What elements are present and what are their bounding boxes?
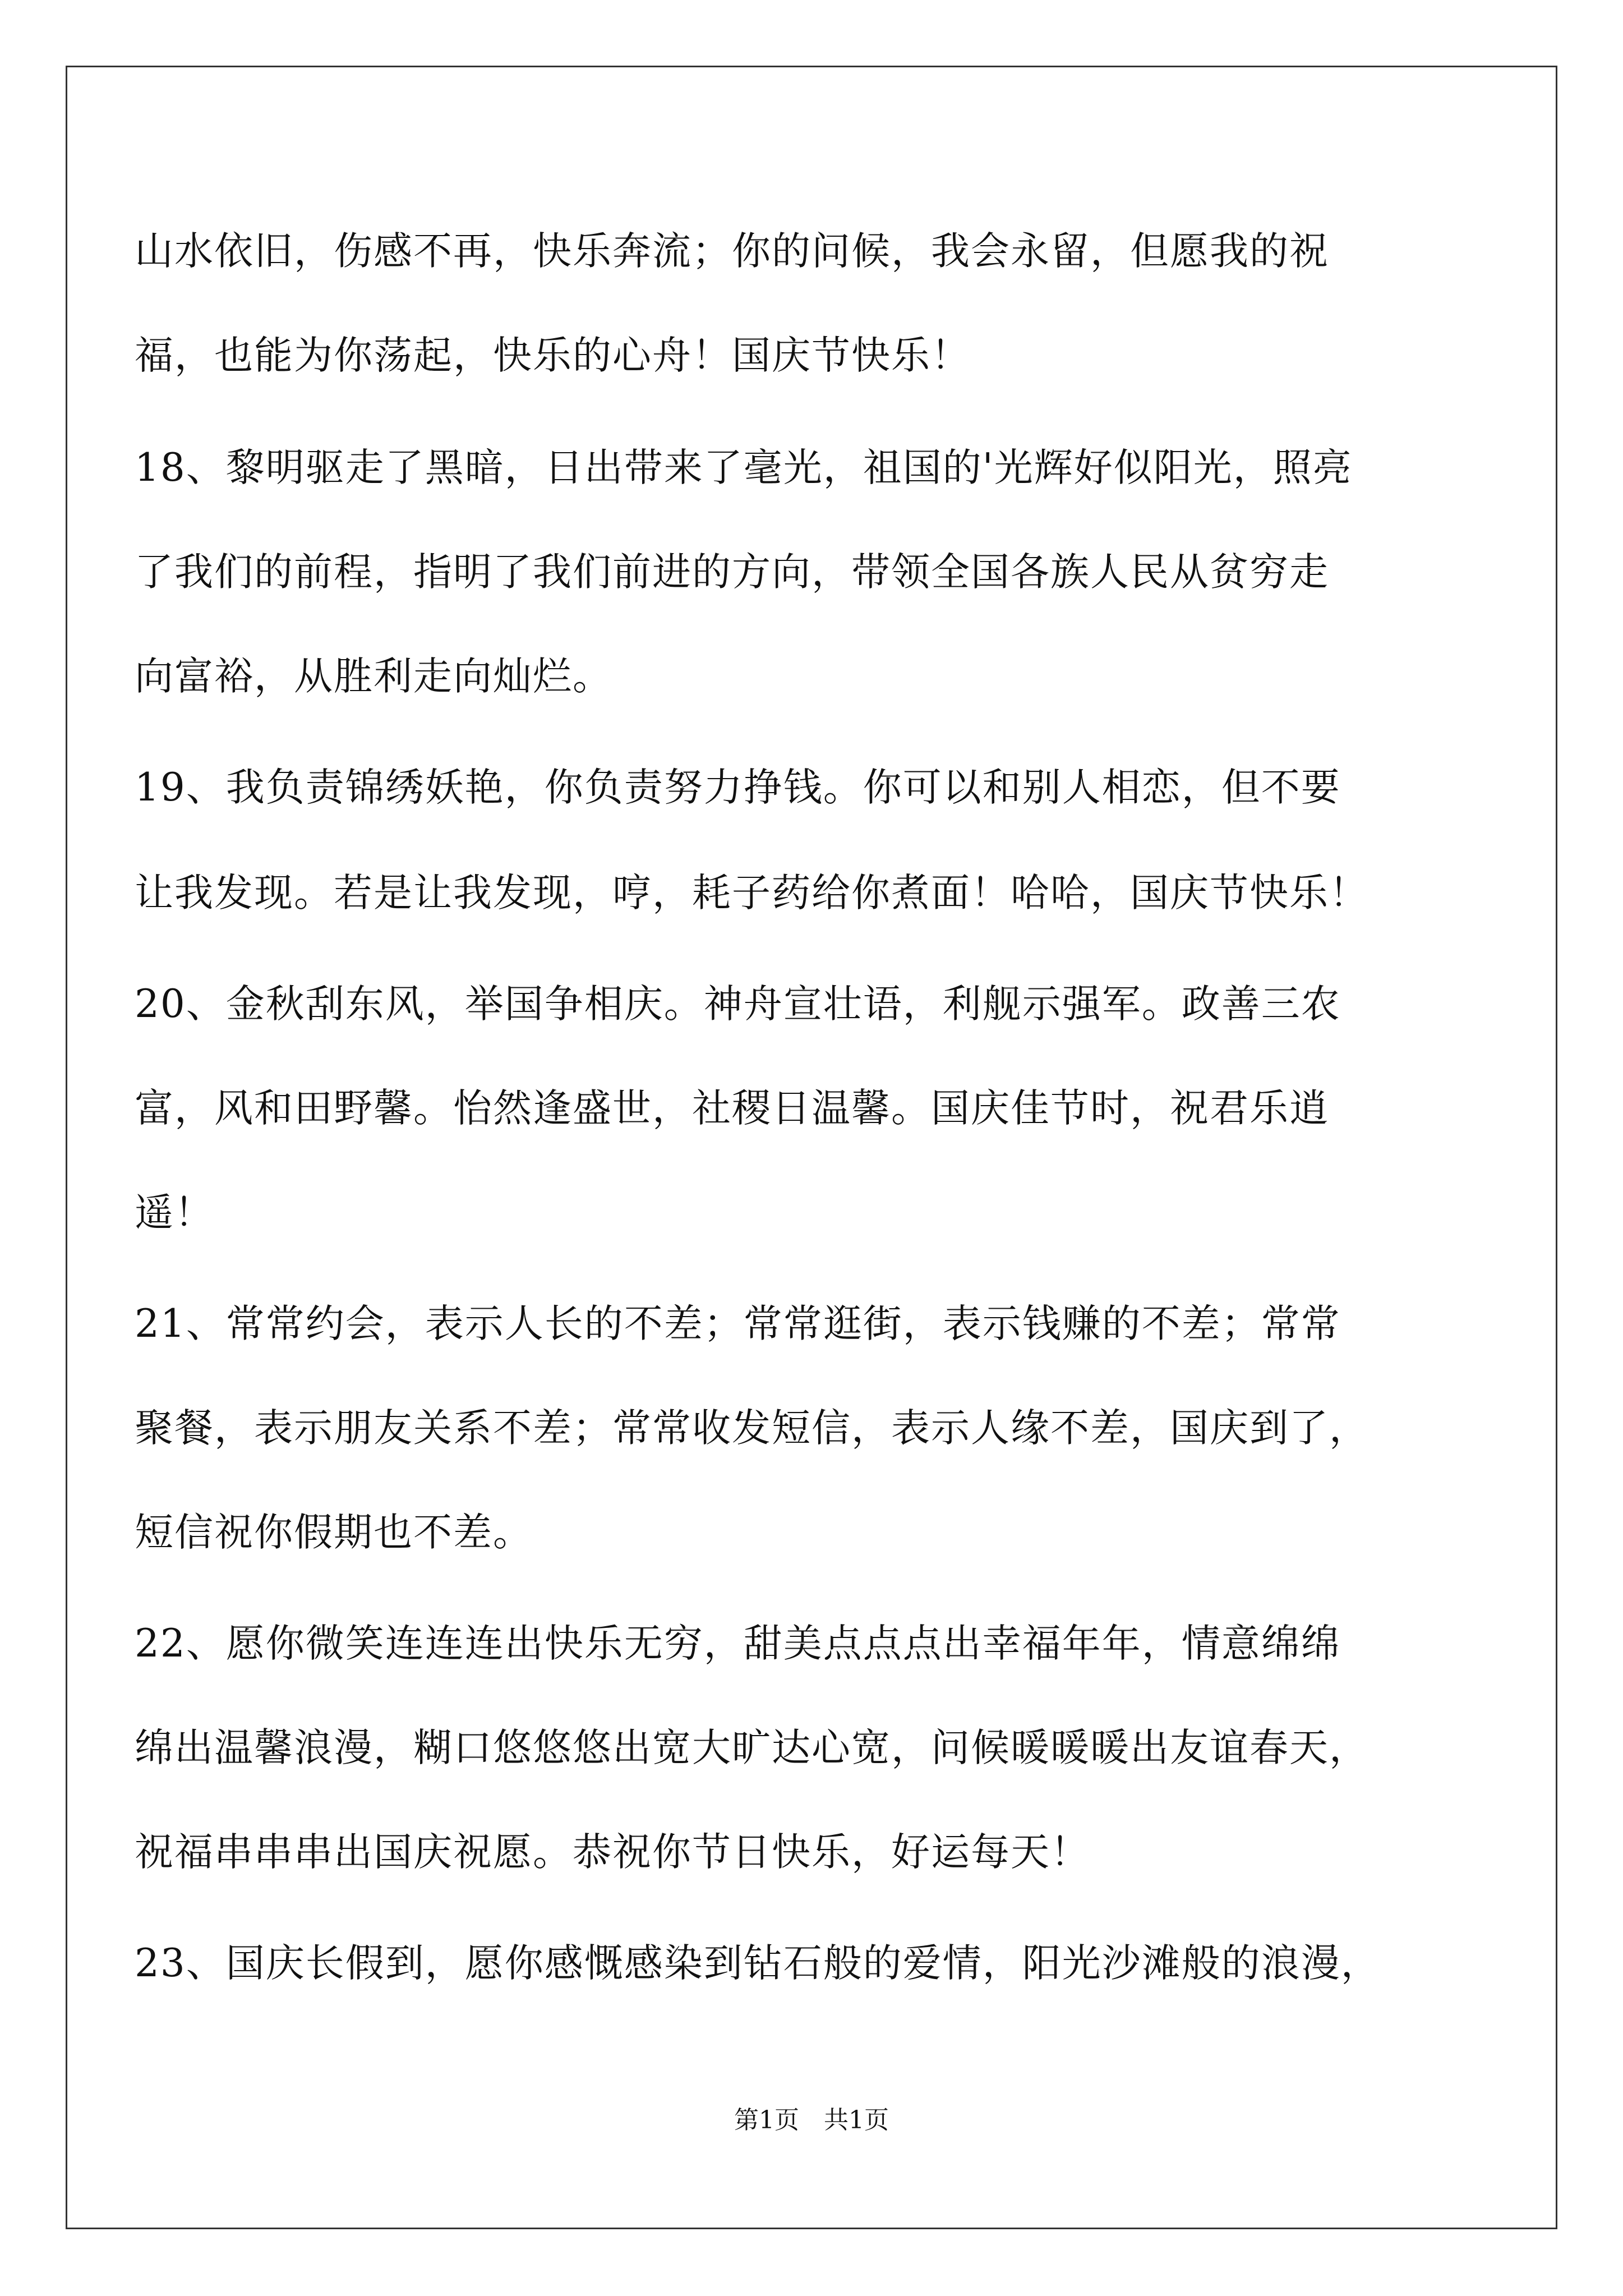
page-number-footer: 第1页 共1页 xyxy=(734,2106,889,2134)
text-line: 19、我负责锦绣妖艳，你负责努力挣钱。你可以和别人相恋，但不要 xyxy=(135,765,1341,810)
text-line: 福，也能为你荡起，快乐的心舟！国庆节快乐！ xyxy=(135,333,971,378)
text-line: 23、国庆长假到，愿你感慨感染到钻石般的爱情，阳光沙滩般的浪漫， xyxy=(135,1941,1381,1986)
text-line: 遥！ xyxy=(135,1190,214,1235)
text-line: 22、愿你微笑连连连出快乐无穷，甜美点点点出幸福年年，情意绵绵 xyxy=(135,1621,1341,1666)
text-line: 祝福串串串出国庆祝愿。恭祝你节日快乐，好运每天！ xyxy=(135,1830,1090,1875)
text-line: 山水依旧，伤感不再，快乐奔流；你的问候，我会永留，但愿我的祝 xyxy=(135,229,1329,274)
text-line: 富，风和田野馨。怡然逢盛世，社稷日温馨。国庆佳节时，祝君乐逍 xyxy=(135,1086,1329,1131)
text-line: 让我发现。若是让我发现，哼，耗子药给你煮面！哈哈，国庆节快乐！ xyxy=(135,871,1369,915)
text-line: 绵出温馨浪漫，糊口悠悠悠出宽大旷达心宽，问候暖暖暖出友谊春天， xyxy=(135,1726,1369,1770)
text-line: 聚餐，表示朋友关系不差；常常收发短信，表示人缘不差，国庆到了， xyxy=(135,1406,1369,1451)
text-line: 21、常常约会，表示人长的不差；常常逛街，表示钱赚的不差；常常 xyxy=(135,1301,1341,1346)
page-border xyxy=(66,66,1557,2229)
text-line: 向富裕，从胜利走向灿烂。 xyxy=(135,654,612,699)
text-line: 18、黎明驱走了黑暗，日出带来了毫光，祖国的'光辉好似阳光，照亮 xyxy=(135,445,1353,490)
text-line: 20、金秋刮东风，举国争相庆。神舟宣壮语，利舰示强军。政善三农 xyxy=(135,982,1341,1027)
text-line: 短信祝你假期也不差。 xyxy=(135,1510,533,1555)
text-line: 了我们的前程，指明了我们前进的方向，带领全国各族人民从贫穷走 xyxy=(135,550,1329,595)
